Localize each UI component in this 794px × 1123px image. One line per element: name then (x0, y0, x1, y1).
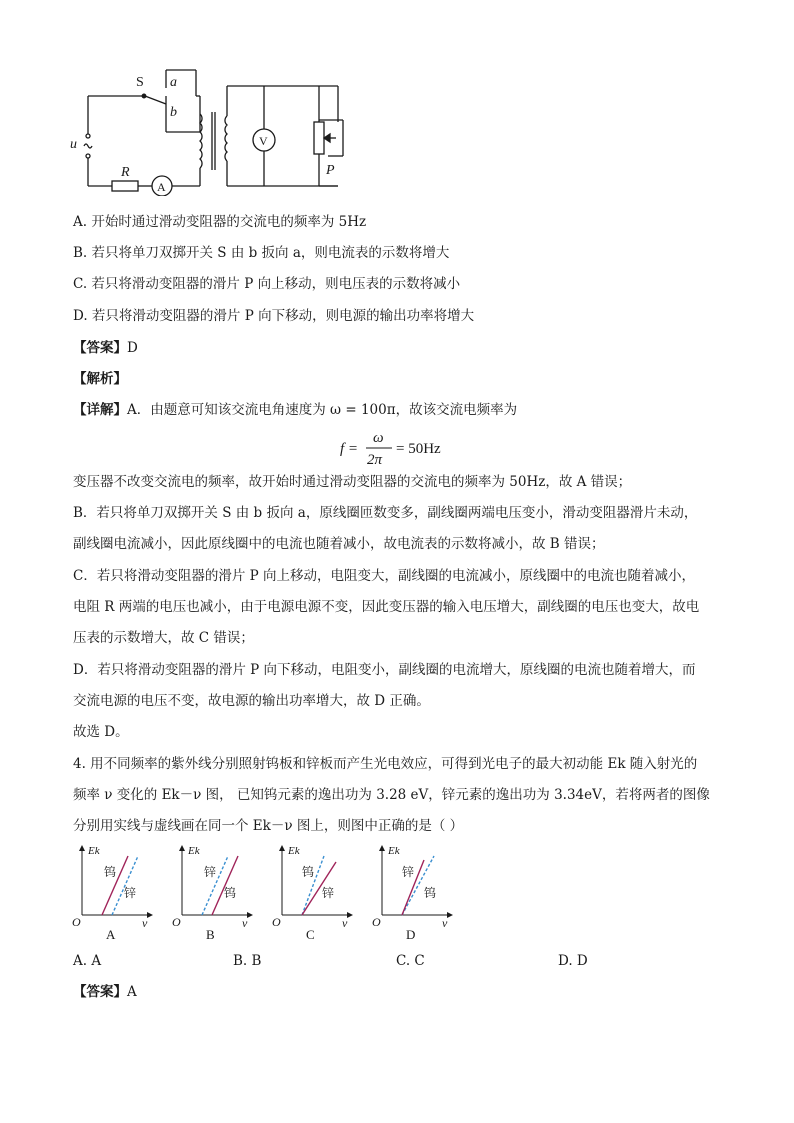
svg-text:O: O (72, 915, 81, 929)
q4-choice-c: C. C (396, 953, 425, 969)
svg-text:钨: 钨 (104, 865, 117, 879)
q3-detail-line: 变压器不改变交流电的频率，故开始时通过滑动变阻器的交流电的频率为 50Hz，故 A 错误； (73, 474, 632, 490)
graph-a (72, 845, 152, 942)
detail-label: 【详解】 (73, 402, 127, 418)
primary-coil (200, 114, 202, 168)
svg-text:Ek: Ek (188, 845, 200, 857)
q3-option-b: B. 若只将单刀双掷开关 S 由 b 扳向 a，则电流表的示数将增大 (73, 245, 450, 261)
detail-intro-text: A．由题意可知该交流电角速度为 ω = 100π，故该交流电频率为 (127, 402, 518, 418)
svg-text:Ek: Ek (288, 845, 300, 857)
graph-a-label: A (106, 927, 116, 942)
q3-detail-line: D．若只将滑动变阻器的滑片 P 向下移动，电阻变小，副线圈的电流增大，原线圈的电流也随着增大，而 (73, 662, 696, 678)
q3-conclusion: 故选 D。 (73, 724, 129, 740)
label-r: R (121, 165, 130, 180)
q3-option-a: A. 开始时通过滑动变阻器的交流电的频率为 5Hz (73, 214, 367, 230)
q4-stem-line: 4. 用不同频率的紫外线分别照射钨板和锌板而产生光电效应，可得到光电子的最大初动能 Ek 随入射光的 (73, 756, 698, 772)
q3-detail-line: 交流电源的电压不变，故电源的输出功率增大，故 D 正确。 (73, 693, 430, 709)
graph-b (172, 845, 252, 942)
q3-detail-line: 副线圈电流减小，因此原线圈中的电流也随着减小，故电流表的示数将减小，故 B 错误； (73, 536, 605, 552)
q4-choice-a: A. A (73, 953, 102, 969)
svg-text:O: O (172, 915, 181, 929)
formula-numerator: ω (373, 430, 384, 446)
formula-rhs: = 50Hz (396, 441, 441, 457)
graph-d-label: D (406, 927, 416, 942)
q3-option-d: D. 若只将滑动变阻器的滑片 P 向下移动，则电源的输出功率将增大 (73, 308, 475, 324)
formula-denominator: 2π (367, 452, 383, 468)
answer-value: A (127, 984, 137, 1000)
q3-detail-line: C．若只将滑动变阻器的滑片 P 向上移动，电阻变大，副线圈的电流减小，原线圈中的电流也随着减小， (73, 568, 695, 584)
svg-text:锌: 锌 (124, 886, 137, 900)
rheostat (314, 122, 324, 154)
svg-text:ν: ν (242, 916, 248, 930)
q3-answer (73, 339, 138, 357)
svg-text:Ek: Ek (388, 845, 400, 857)
q3-detail-line: B．若只将单刀双掷开关 S 由 b 扳向 a，原线圈匝数变多，副线圈两端电压变小，滑动变阻器滑片未动， (73, 505, 698, 521)
label-ammeter: A (157, 180, 166, 194)
svg-text:ν: ν (142, 916, 148, 930)
graph-c-label: C (306, 927, 315, 942)
formula-lhs: f = (340, 441, 359, 457)
label-voltmeter: V (259, 134, 268, 148)
svg-text:钨: 钨 (224, 886, 237, 900)
answer-label: 【答案】 (73, 340, 127, 356)
svg-text:O: O (272, 915, 281, 929)
answer-label: 【答案】 (73, 984, 127, 1000)
label-b: b (170, 105, 177, 120)
q3-option-c: C. 若只将滑动变阻器的滑片 P 向上移动，则电压表的示数将减小 (73, 276, 461, 292)
svg-text:O: O (372, 915, 381, 929)
label-a: a (170, 75, 177, 90)
svg-text:锌: 锌 (402, 865, 415, 879)
svg-text:钨: 钨 (302, 865, 315, 879)
q3-detail-intro (73, 401, 517, 419)
secondary-coil (225, 116, 227, 161)
ek-nu-graphs (68, 840, 468, 945)
answer-value: D (127, 340, 138, 356)
label-p: P (326, 163, 335, 178)
q4-choice-d: D. D (558, 953, 588, 969)
q4-stem-line: 频率 ν 变化的 Ek－ν 图， 已知钨元素的逸出功为 3.28 eV，锌元素的逸出功为 3.34eV，若将两者的图像 (73, 787, 710, 803)
q4-stem-line: 分别用实线与虚线画在同一个 Ek－ν 图上，则图中正确的是（ ） (73, 818, 464, 834)
svg-text:钨: 钨 (424, 886, 437, 900)
svg-text:ν: ν (442, 916, 448, 930)
svg-text:ν: ν (342, 916, 348, 930)
q3-detail-line: 压表的示数增大，故 C 错误； (73, 630, 254, 646)
circuit-diagram (66, 66, 366, 196)
switch-blade (145, 96, 166, 104)
graph-c (272, 845, 352, 942)
frequency-formula (340, 428, 480, 468)
graph-d (372, 845, 452, 942)
graph-b-label: B (206, 927, 215, 942)
svg-text:锌: 锌 (322, 886, 335, 900)
q4-choice-b: B. B (233, 953, 262, 969)
q3-analysis-label: 【解析】 (73, 371, 127, 387)
resistor-r (112, 181, 138, 191)
q4-answer (73, 983, 137, 1001)
label-u: u (70, 137, 77, 152)
svg-text:Ek: Ek (88, 845, 100, 857)
slider-arrow (324, 134, 330, 142)
svg-text:锌: 锌 (204, 865, 217, 879)
label-s: S (136, 75, 144, 90)
q3-detail-line: 电阻 R 两端的电压也减小，由于电源电源不变，因此变压器的输入电压增大，副线圈的电压也变大，故电 (73, 599, 700, 615)
